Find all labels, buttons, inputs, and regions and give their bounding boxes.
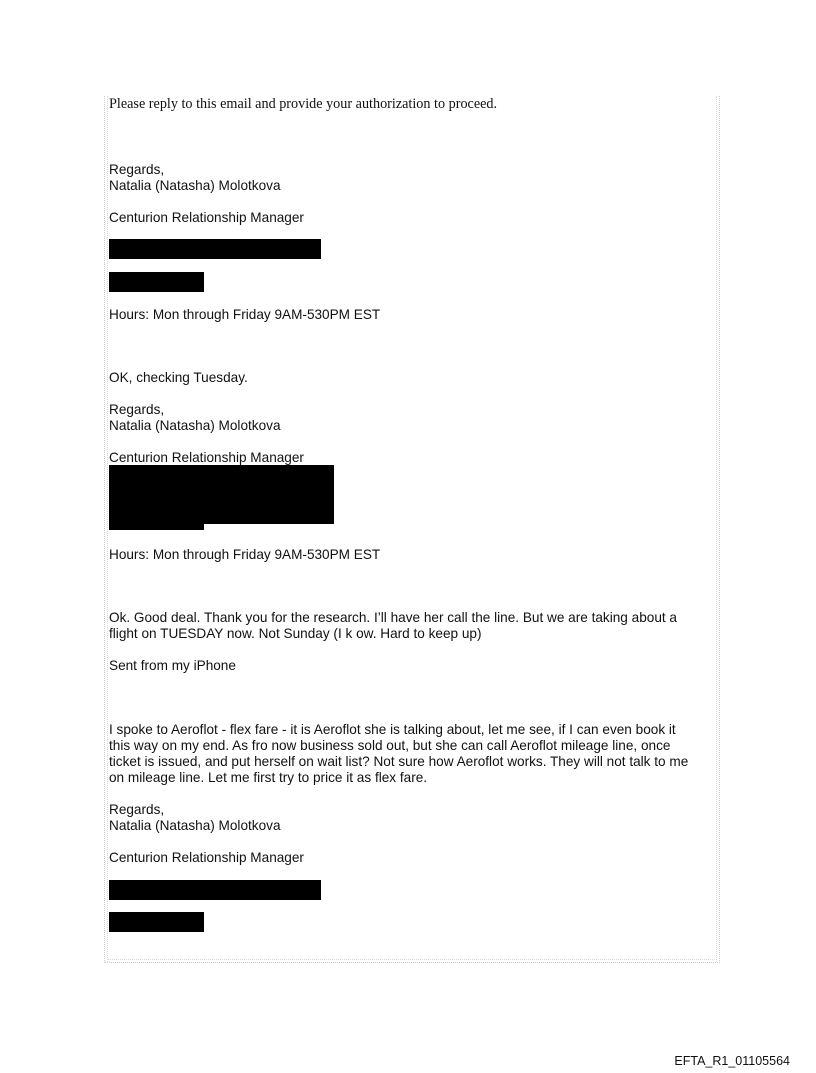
sig2-title: Centurion Relationship Manager <box>109 450 304 465</box>
sig2-regards: Regards, <box>109 402 165 417</box>
sent-from-iphone: Sent from my iPhone <box>109 658 236 673</box>
sig1-regards: Regards, <box>109 162 165 177</box>
sig2-redaction-ext <box>109 510 204 530</box>
message-checking-tuesday: OK, checking Tuesday. <box>109 370 248 385</box>
sig1-title: Centurion Relationship Manager <box>109 210 304 225</box>
message-aeroflot-line2: this way on my end. As fro now business sold out, but she can call Aeroflot mileage line, once <box>109 738 671 753</box>
message-aeroflot-line1: I spoke to Aeroflot - flex fare - it is Aeroflot she is talking about, let me see, if I can even book it <box>109 722 676 737</box>
sig3-redaction-phone <box>109 880 321 900</box>
frame-inner-bottom-border <box>107 959 717 960</box>
document-id-footer: EFTA_R1_01105564 <box>674 1054 790 1068</box>
message-good-deal-line1: Ok. Good deal. Thank you for the research. I’ll have her call the line. But we are taking about a <box>109 610 677 625</box>
message-good-deal-line2: flight on TUESDAY now. Not Sunday (I k ow. Hard to keep up) <box>109 626 482 641</box>
sig2-name: Natalia (Natasha) Molotkova <box>109 418 281 433</box>
sig3-name: Natalia (Natasha) Molotkova <box>109 818 281 833</box>
message-aeroflot-line3: ticket is issued, and put herself on wait list? Not sure how Aeroflot works. They will not talk to me <box>109 754 689 769</box>
sig3-regards: Regards, <box>109 802 165 817</box>
sig3-title: Centurion Relationship Manager <box>109 850 304 865</box>
sig1-hours: Hours: Mon through Friday 9AM-530PM EST <box>109 307 381 322</box>
message-aeroflot-line4: on mileage line. Let me first try to price it as flex fare. <box>109 770 428 785</box>
authorization-request-text: Please reply to this email and provide your authorization to proceed. <box>109 96 498 112</box>
sig1-name: Natalia (Natasha) Molotkova <box>109 178 281 193</box>
sig1-redaction-phone <box>109 239 321 259</box>
frame-inner-left-border <box>107 96 108 962</box>
sig2-hours: Hours: Mon through Friday 9AM-530PM EST <box>109 547 381 562</box>
frame-inner-right-border <box>716 96 717 962</box>
sig1-redaction-ext <box>109 272 204 292</box>
sig3-redaction-ext <box>109 912 204 932</box>
